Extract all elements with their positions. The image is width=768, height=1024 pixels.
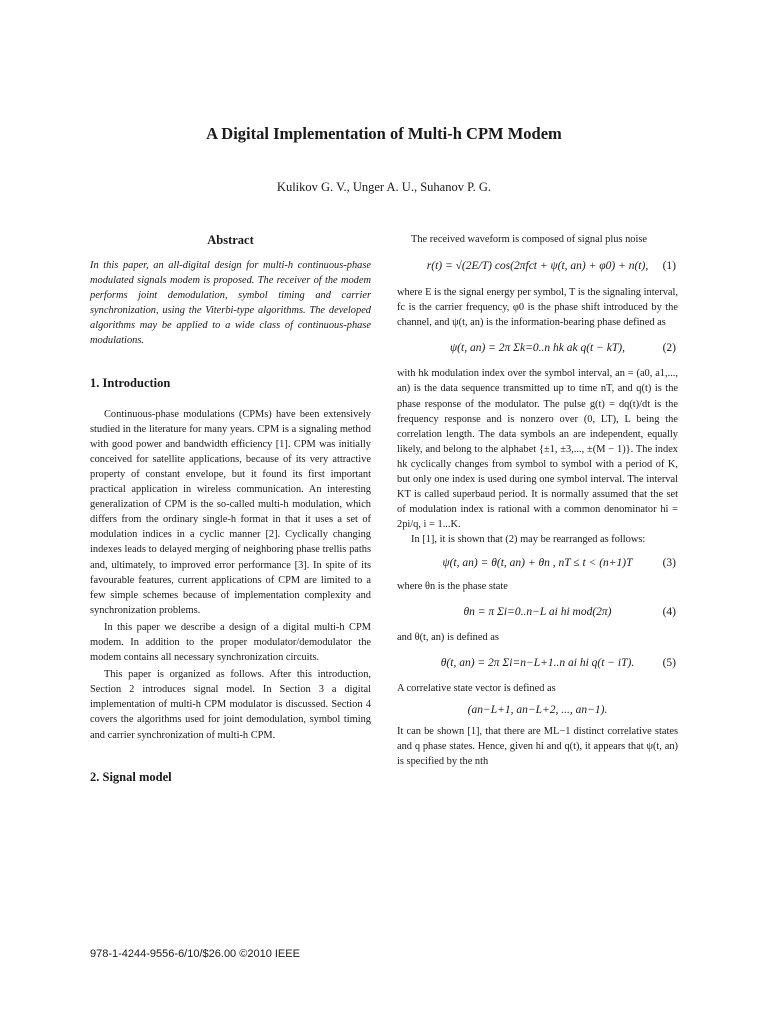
equation-6-body: (an−L+1, an−L+2, ..., an−1). bbox=[467, 703, 608, 716]
equation-2 bbox=[397, 332, 678, 364]
equation-3 bbox=[397, 550, 678, 577]
state-vector-paragraph: A correlative state vector is defined as bbox=[397, 682, 556, 694]
equation-3-number: (3) bbox=[662, 556, 676, 569]
equation-1-number: (1) bbox=[662, 260, 676, 273]
theta-definition-paragraph: and θ(t, an) is defined as bbox=[397, 631, 499, 643]
phase-state-paragraph: where θn is the phase state bbox=[397, 580, 508, 592]
intro-paragraph-1: Continuous-phase modulations (CPMs) have been extensively studied in the literature for many years. CPM is a signaling method with good power and bandwidth efficiency [1]. CPM was initially conceived for satellite applications, because of its very attractive property of constant envelope, but it found its first important practical application in wireless communication. An interesting generalization of CPM is the so-called multi-h modulation, which differs from the ordinary single-h format in that it uses a set of modulation indices in a cyclic manner [2]. Cyclically changing indexes leads to delayed merging of neighboring phase trellis paths and, ultimately, to improved error performance [3]. In spite of its favourable features, current applications of CPM are limited to a few simple schemes because of implementation complexity and synchronization problems. bbox=[90, 408, 371, 616]
intro-paragraph-2: In this paper we describe a design of a digital multi-h CPM modem. In addition to the proper modulator/demodulator the modem contains all necessary synchronization circuits. bbox=[90, 621, 371, 664]
copyright-footer: 978-1-4244-9556-6/10/$26.00 ©2010 IEEE bbox=[90, 948, 300, 960]
equation-5-body: θ(t, an) = 2π Σi=n−L+1..n ai hi q(t − iT). bbox=[440, 656, 635, 669]
paper-authors: Kulikov G. V., Unger A. U., Suhanov P. G. bbox=[276, 180, 492, 194]
distinct-states-paragraph: It can be shown [1], that there are ML−1 distinct correlative states and q phase states. Hence, given hi and q(t), it appears that ψ(t, an) is specified by the nth bbox=[397, 725, 678, 767]
equation-3-body: ψ(t, an) = θ(t, an) + θn , nT ≤ t < (n+1)T bbox=[442, 556, 633, 569]
equation-4-number: (4) bbox=[662, 605, 676, 618]
abstract-heading: Abstract bbox=[207, 233, 254, 247]
equation-4-body: θn = π Σi=0..n−L ai hi mod(2π) bbox=[463, 605, 612, 618]
equation-2-number: (2) bbox=[662, 342, 676, 355]
equation-1-body: r(t) = √(2E/T) cos(2πfct + ψ(t, an) + φ0) + n(t), bbox=[426, 260, 649, 273]
abstract-text: In this paper, an all-digital design for multi-h continuous-phase modulated signals modem is proposed. The receiver of the modem performs joint demodulation, symbol timing and carrier synchronization, using the Viterbi-type algorithms. The developed algorithms may be applied to a wide class of continuous-phase modulations. bbox=[90, 260, 371, 347]
equation-5-number: (5) bbox=[662, 656, 676, 669]
right-column bbox=[397, 232, 678, 769]
equation-1 bbox=[397, 249, 678, 283]
intro-paragraph-3: This paper is organized as follows. After this introduction, Section 2 introduces signal model. In Section 3 a digital implementation of multi-h CPM modulator is discussed. Section 4 covers the algorithms used for joint demodulation, symbol timing and carrier synchronization of multi-h CPM. bbox=[90, 669, 371, 741]
equation-4 bbox=[397, 596, 678, 628]
paper-title: A Digital Implementation of Multi-h CPM Modem bbox=[206, 124, 562, 143]
equation-5 bbox=[397, 647, 678, 679]
signal-model-heading: 2. Signal model bbox=[90, 769, 172, 784]
introduction-heading: 1. Introduction bbox=[90, 375, 171, 390]
eq1-explanation: where E is the signal energy per symbol, T is the signaling interval, fc is the carrier frequency, φ0 is the phase shift introduced by the channel, and ψ(t, an) is the information-bearing phase defined as bbox=[397, 287, 678, 329]
equation-2-body: ψ(t, an) = 2π Σk=0..n hk ak q(t − kT), bbox=[450, 342, 625, 355]
equation-6 bbox=[397, 698, 678, 722]
rearranged-paragraph: In [1], it is shown that (2) may be rearranged as follows: bbox=[411, 534, 646, 546]
left-column bbox=[90, 232, 371, 801]
received-waveform-paragraph: The received waveform is composed of signal plus noise bbox=[411, 234, 648, 245]
eq2-explanation: with hk modulation index over the symbol interval, an = (a0, a1,..., an) is the data sequence transmitted up to time nT, and q(t) is the phase response of the modulator. The pulse g(t) = dq(t)/dt is the frequency response and is nonzero over (0, LT), L being the correlation length. The data symbols an are independent, equally likely, and belong to the alphabet {±1, ±3,..., ±(M − 1)}. The index hk cyclically changes from symbol to symbol with a period of K, but only one index is used during one symbol interval. The interval KT is called superbaud period. It is normally assumed that the set of modulation index is rational with a common denominator hi = 2pi/q, i = 1...K. bbox=[397, 368, 678, 531]
